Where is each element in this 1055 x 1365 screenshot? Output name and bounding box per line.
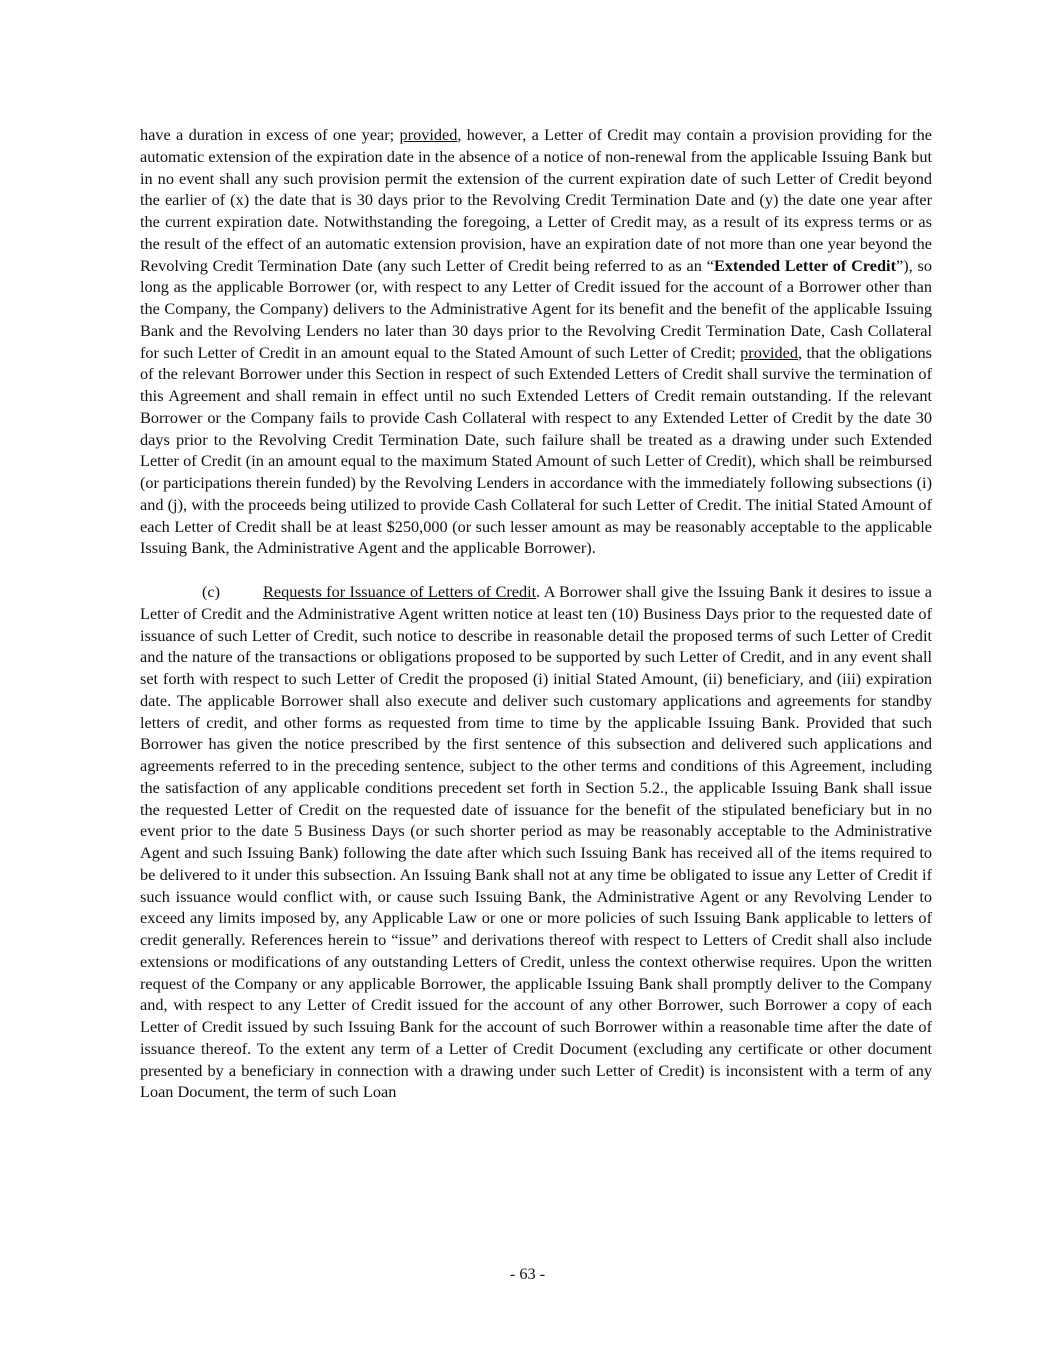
text-segment: , however, a Letter of Credit may contain a provision providing for the automatic extension of the expiration date in the absence of a notice of non-renewal from the applicable Issuing Bank but in no event shall any such provision permit the extension of the current expiration date of such Letter of Credit beyond the earlier of (x) the date that is 30 days prior to the Revolving Credit Termination Date and (y) the date one year after the current expiration date. Notwithstanding the foregoing, a Letter of Credit may, as a result of its express terms or as the result of the effect of an automatic extension provision, have an expiration date of not more than one year beyond the Revolving Credit Termination Date (any such Letter of Credit being referred to as an “	[140, 125, 932, 275]
section-heading: Requests for Issuance of Letters of Credit	[263, 582, 537, 601]
document-page	[140, 124, 932, 1103]
section-label: (c)	[202, 582, 221, 601]
paragraph-requests-for-issuance	[140, 581, 932, 1103]
page-number: - 63 -	[509, 1264, 546, 1283]
defined-term-extended-letter-of-credit: Extended Letter of Credit	[713, 255, 896, 275]
provided-term: provided	[399, 125, 458, 144]
text-segment: , that the obligations of the relevant Borrower under this Section in respect of such Extended Letters of Credit shall survive the termination of this Agreement and shall remain in effect until no such Extended Letters of Credit remain outstanding. If the relevant Borrower or the Company fails to provide Cash Collateral with respect to any Extended Letter of Credit by the date 30 days prior to the Revolving Credit Termination Date, such failure shall be treated as a drawing under such Extended Letter of Credit (in an amount equal to the maximum Stated Amount of such Letter of Credit), which shall be reimbursed (or participations therein funded) by the Revolving Lenders in accordance with the immediately following subsections (i) and (j), with the proceeds being utilized to provide Cash Collateral for such Letter of Credit. The initial Stated Amount of each Letter of Credit shall be at least $250,000 (or such lesser amount as may be reasonably acceptable to the applicable Issuing Bank, the Administrative Agent and the applicable Borrower).	[140, 342, 932, 558]
text-segment: have a duration in excess of one year;	[140, 125, 400, 144]
paragraph-letter-of-credit-duration	[140, 124, 932, 559]
provided-term: provided	[740, 342, 799, 362]
text-segment: ”), so long as the applicable Borrower (or, with respect to any Letter of Credit issued for the account of a Borrower other than the Company, the Company) delivers to the Administrative Agent for its benefit and the benefit of the applicable Issuing Bank and the Revolving Lenders no later than 30 days prior to the Revolving Credit Termination Date, Cash Collateral for such Letter of Credit in an amount equal to the Stated Amount of such Letter of Credit;	[140, 255, 932, 362]
text-segment: . A Borrower shall give the Issuing Bank it desires to issue a Letter of Credit and the Administrative Agent written notice at least ten (10) Business Days prior to the requested date of issuance of such Letter of Credit, such notice to describe in reasonable detail the proposed terms of such Letter of Credit and the nature of the transactions or obligations proposed to be supported by such Letter of Credit, and in any event shall set forth with respect to such Letter of Credit the proposed (i) initial Stated Amount, (ii) beneficiary, and (iii) expiration date. The applicable Borrower shall also execute and deliver such customary applications and agreements for standby letters of credit, and other forms as requested from time to time by the applicable Issuing Bank. Provided that such Borrower has given the notice prescribed by the first sentence of this subsection and delivered such applications and agreements referred to in the preceding sentence, subject to the other terms and conditions of this Agreement, including the satisfaction of any applicable conditions precedent set forth in Section 5.2., the applicable Issuing Bank shall issue the requested Letter of Credit on the requested date of issuance for the benefit of the stipulated beneficiary but in no event prior to the date 5 Business Days (or such shorter period as may be reasonably acceptable to the Administrative Agent and such Issuing Bank) following the date after which such Issuing Bank has received all of the items required to be delivered to it under this subsection. An Issuing Bank shall not at any time be obligated to issue any Letter of Credit if such issuance would conflict with, or cause such Issuing Bank, the Administrative Agent or any Revolving Lender to exceed any limits imposed by, any Applicable Law or one or more policies of such Issuing Bank applicable to letters of credit generally. References herein to “issue” and derivations thereof with respect to Letters of Credit shall also include extensions or modifications of any outstanding Letters of Credit, unless the context otherwise requires. Upon the written request of the Company or any applicable Borrower, the applicable Issuing Bank shall promptly deliver to the Company and, with respect to any Letter of Credit issued for the account of any other Borrower, such Borrower a copy of each Letter of Credit issued by such Issuing Bank for the account of such Borrower within a reasonable time after the date of issuance thereof. To the extent any term of a Letter of Credit Document (excluding any certificate or other document presented by a beneficiary in connection with a drawing under such Letter of Credit) is inconsistent with a term of any Loan Document, the term of such Loan	[140, 582, 932, 1102]
